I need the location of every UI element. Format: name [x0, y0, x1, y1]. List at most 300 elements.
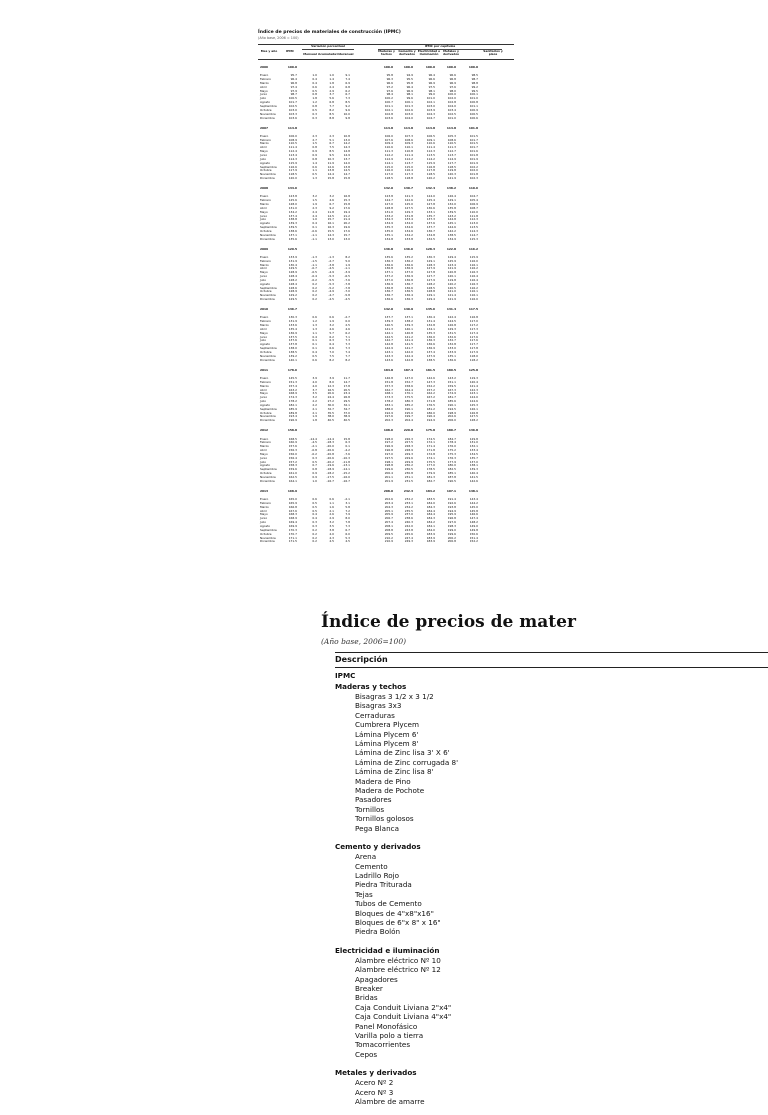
- month-label: Diciembre: [260, 478, 275, 483]
- table-cell: 189.8: [288, 410, 297, 415]
- table-cell: 125.0: [404, 202, 413, 207]
- header-acumulada: Acumulada: [318, 52, 337, 56]
- table-cell: -4.9: [328, 270, 334, 275]
- table-cell: 102.2: [469, 164, 478, 169]
- table-cell: 136.9: [404, 266, 413, 271]
- table-cell: 230.8: [404, 471, 413, 476]
- table-cell: 14.9: [343, 153, 350, 157]
- table-cell: 157.2: [426, 387, 435, 392]
- table-cell: 113.5: [469, 225, 478, 230]
- table-cell: 117.7: [469, 342, 478, 347]
- month-label: Marzo: [260, 202, 269, 207]
- table-cell: 8.2: [329, 357, 334, 362]
- month-label: Diciembre: [260, 236, 275, 241]
- table-cell: 120.0: [288, 176, 297, 181]
- table-cell: 1.8: [312, 418, 317, 423]
- table-cell: 1.9: [312, 202, 317, 207]
- statistical-table-page: [258, 30, 514, 550]
- table-cell: 235.5: [404, 508, 413, 513]
- table-cell: 137.6: [426, 221, 435, 226]
- month-label: Abril: [260, 508, 267, 513]
- table-cell: 100.1: [404, 100, 413, 105]
- month-label: Enero: [260, 133, 269, 138]
- table-cell: 14.4: [327, 172, 334, 177]
- table-cell: 198.3: [447, 523, 456, 528]
- table-cell: 184.7: [447, 436, 456, 441]
- list-item: Piedra Bolón: [355, 927, 401, 937]
- table-cell: 103.9: [426, 107, 435, 112]
- table-cell: 126.8: [447, 323, 456, 328]
- table-cell: 123.8: [384, 194, 393, 199]
- table-cell: 8.0: [329, 379, 334, 384]
- table-cell: -20.6: [326, 455, 334, 460]
- table-cell: 3.2: [329, 194, 334, 199]
- table-cell: 197.0: [384, 451, 393, 456]
- table-cell: 110.0: [469, 209, 478, 214]
- table-cell: 134.8: [426, 232, 435, 237]
- month-label: Agosto: [260, 160, 270, 165]
- year-value: 132.4: [425, 186, 435, 191]
- table-cell: -1.1: [311, 262, 317, 267]
- month-label: Junio: [260, 334, 268, 339]
- table-cell: 116.3: [469, 281, 478, 286]
- table-cell: 193.4: [288, 414, 297, 419]
- table-cell: 200.2: [447, 535, 456, 540]
- table-cell: 147.4: [469, 516, 478, 521]
- table-cell: 119.8: [447, 168, 456, 173]
- table-cell: 127.0: [384, 202, 393, 207]
- table-cell: 134.3: [384, 217, 393, 222]
- table-cell: 6.4: [329, 342, 334, 347]
- table-cell: 103.3: [288, 111, 297, 116]
- table-cell: 101.5: [469, 141, 478, 146]
- table-cell: 118.5: [384, 176, 393, 181]
- table-cell: 0.3: [312, 523, 317, 528]
- table-cell: 150.6: [469, 531, 478, 536]
- table-cell: 152.7: [404, 379, 413, 384]
- table-cell: 16.8: [343, 194, 350, 199]
- table-cell: 190.1: [404, 406, 413, 411]
- table-cell: 184.2: [426, 520, 435, 525]
- table-cell: 118.0: [469, 353, 478, 358]
- year-block: [258, 66, 514, 120]
- table-cell: 138.2: [404, 319, 413, 324]
- table-cell: 7.8: [345, 520, 350, 525]
- month-label: Enero: [260, 436, 269, 441]
- table-cell: 142.7: [384, 338, 393, 343]
- table-cell: 4.5: [345, 539, 350, 544]
- table-cell: 136.9: [384, 281, 393, 286]
- table-cell: 138.0: [288, 346, 297, 351]
- table-cell: 178.2: [288, 399, 297, 404]
- table-cell: 159.6: [288, 467, 297, 472]
- table-cell: 110.1: [404, 145, 413, 150]
- table-cell: 7.3: [345, 342, 350, 347]
- table-cell: -20.8: [326, 451, 334, 456]
- table-cell: 175.5: [404, 395, 413, 400]
- month-label: Marzo: [260, 141, 269, 146]
- table-cell: 198.8: [384, 463, 393, 468]
- table-cell: 116.2: [469, 285, 478, 290]
- month-label: Julio: [260, 338, 267, 343]
- year-label: 2006: [260, 65, 269, 69]
- month-label: Agosto: [260, 402, 270, 407]
- list-item: Tornillos: [355, 804, 385, 814]
- year-value: 136.6: [403, 246, 413, 251]
- month-label: Julio: [260, 459, 267, 464]
- table-cell: 126.4: [447, 194, 456, 199]
- table-cell: 0.4: [312, 80, 317, 85]
- table-cell: 1.3: [312, 326, 317, 331]
- list-item: Cepos: [355, 1049, 378, 1059]
- table-cell: 7.3: [345, 338, 350, 343]
- list-item: Arena: [355, 852, 377, 862]
- table-cell: 11.7: [343, 375, 350, 380]
- table-cell: 103.4: [447, 107, 456, 112]
- table-cell: 38.0: [327, 414, 334, 419]
- table-cell: 140.5: [384, 323, 393, 328]
- table-cell: 15.7: [343, 232, 350, 237]
- table-cell: 7.4: [345, 77, 350, 82]
- month-label: Junio: [260, 274, 268, 279]
- table-cell: -2.1: [311, 444, 317, 449]
- table-cell: 0.5: [312, 107, 317, 112]
- category-label: Metales y derivados: [335, 1068, 417, 1078]
- table-cell: 170.3: [288, 527, 297, 532]
- table-cell: 198.0: [384, 436, 393, 441]
- page-title: Índice de precios de mater: [321, 612, 576, 632]
- table-cell: 4.6: [345, 326, 350, 331]
- year-value: 100.0: [446, 65, 456, 69]
- table-cell: 178.4: [447, 440, 456, 445]
- table-cell: -5.3: [328, 274, 334, 279]
- table-cell: 0.2: [312, 293, 317, 298]
- header-maderas: Maderas y techos: [378, 49, 395, 57]
- table-cell: -20.2: [326, 459, 334, 464]
- table-cell: 1.1: [312, 168, 317, 173]
- table-cell: 146.6: [469, 512, 478, 517]
- table-cell: 7.5: [329, 145, 334, 150]
- table-cell: 0.6: [312, 315, 317, 320]
- table-cell: 97.5: [428, 84, 435, 89]
- table-cell: 1.5: [312, 141, 317, 146]
- table-cell: 112.2: [404, 156, 413, 161]
- table-cell: 230.5: [404, 467, 413, 472]
- table-cell: 16.5: [327, 387, 334, 392]
- table-cell: 168.1: [384, 391, 393, 396]
- table-cell: 128.3: [426, 262, 435, 267]
- table-cell: 97.6: [449, 84, 456, 89]
- table-cell: 20.5: [343, 387, 350, 392]
- list-item: Caja Conduit Liviana 4"x4": [355, 1012, 452, 1022]
- table-cell: 247.4: [404, 535, 413, 540]
- table-cell: 164.4: [404, 387, 413, 392]
- month-label: Junio: [260, 92, 268, 97]
- table-cell: 0.5: [312, 504, 317, 509]
- month-label: Abril: [260, 387, 267, 392]
- table-cell: 6.3: [345, 440, 350, 445]
- header-divider: [302, 49, 354, 50]
- table-cell: -0.2: [311, 451, 317, 456]
- header-capitulos-group: IPMC por capítulos: [424, 44, 456, 48]
- table-cell: 136.2: [404, 258, 413, 263]
- table-cell: -4.5: [344, 297, 350, 302]
- table-cell: 185.6: [447, 399, 456, 404]
- table-cell: 137.7: [426, 225, 435, 230]
- table-cell: 121.9: [447, 266, 456, 271]
- table-cell: 135.0: [384, 228, 393, 233]
- month-label: Abril: [260, 266, 267, 271]
- table-body: [258, 66, 514, 544]
- table-cell: 131.8: [404, 213, 413, 218]
- month-label: Noviembre: [260, 535, 276, 540]
- year-value: 100.0: [287, 65, 297, 69]
- month-label: Febrero: [260, 379, 271, 384]
- table-cell: -6.5: [344, 274, 350, 279]
- year-row: [258, 308, 514, 312]
- table-cell: 140.1: [288, 357, 297, 362]
- month-label: Noviembre: [260, 474, 276, 479]
- month-label: Julio: [260, 217, 267, 222]
- table-cell: 128.8: [426, 289, 435, 294]
- list-item: Lámina Plycem 8': [355, 739, 419, 749]
- table-cell: 129.1: [426, 293, 435, 298]
- table-cell: 116.4: [469, 277, 478, 282]
- table-cell: 136.9: [426, 346, 435, 351]
- year-value: 187.4: [403, 367, 413, 372]
- table-cell: 171.8: [426, 399, 435, 404]
- month-label: Abril: [260, 145, 267, 150]
- table-cell: 16.3: [327, 225, 334, 230]
- table-cell: 170.7: [288, 531, 297, 536]
- table-cell: 7.3: [345, 346, 350, 351]
- table-cell: 5.1: [329, 137, 334, 142]
- table-cell: 98.4: [386, 92, 393, 97]
- table-cell: 135.6: [288, 236, 297, 241]
- table-cell: 116.0: [469, 258, 478, 263]
- table-cell: 128.5: [426, 285, 435, 290]
- table-cell: -18.2: [326, 471, 334, 476]
- table-cell: 133.4: [469, 448, 478, 453]
- table-cell: 9.8: [345, 115, 350, 120]
- table-cell: 116.0: [469, 297, 478, 302]
- table-cell: 192.6: [447, 500, 456, 505]
- table-cell: 138.8: [288, 217, 297, 222]
- table-cell: 125.9: [447, 258, 456, 263]
- table-cell: 129.5: [288, 266, 297, 271]
- month-label: Diciembre: [260, 539, 275, 544]
- table-cell: 137.9: [426, 353, 435, 358]
- table-cell: -2.7: [328, 258, 334, 263]
- category-label: Cemento y derivados: [335, 842, 421, 852]
- table-cell: 128.2: [288, 277, 297, 282]
- table-cell: 128.2: [469, 418, 478, 423]
- month-label: Junio: [260, 213, 268, 218]
- table-cell: 129.5: [288, 297, 297, 302]
- table-cell: 194.9: [426, 418, 435, 423]
- table-cell: 209.5: [384, 531, 393, 536]
- table-cell: 103.6: [384, 115, 393, 120]
- year-value: 131.4: [446, 307, 456, 312]
- table-cell: 124.6: [469, 399, 478, 404]
- year-row: [258, 66, 514, 70]
- table-cell: 137.7: [384, 315, 393, 320]
- table-cell: 120.3: [447, 172, 456, 177]
- list-item: Acero Nº 3: [355, 1087, 394, 1097]
- table-cell: 6.3: [329, 338, 334, 343]
- table-cell: 125.6: [288, 198, 297, 203]
- month-label: Marzo: [260, 504, 269, 509]
- table-cell: 21.4: [343, 217, 350, 222]
- year-value: 198.6: [383, 428, 393, 433]
- table-cell: 181.2: [426, 406, 435, 411]
- table-cell: 169.4: [288, 520, 297, 525]
- table-cell: 136.0: [426, 334, 435, 339]
- table-cell: 100.5: [469, 111, 478, 116]
- month-label: Octubre: [260, 228, 272, 233]
- table-cell: 2.9: [329, 516, 334, 521]
- table-cell: 230.2: [404, 463, 413, 468]
- table-cell: 196.8: [384, 448, 393, 453]
- list-item: Madera de Pino: [355, 776, 411, 786]
- month-label: Octubre: [260, 289, 272, 294]
- table-cell: 181.3: [426, 474, 435, 479]
- year-value: 114.8: [287, 125, 297, 130]
- table-cell: 35.5: [327, 410, 334, 415]
- table-cell: 3.5: [312, 391, 317, 396]
- table-cell: 137.4: [288, 213, 297, 218]
- table-cell: 133.9: [447, 350, 456, 355]
- table-cell: 0.6: [312, 164, 317, 169]
- table-cell: 111.4: [288, 145, 297, 150]
- table-cell: 108.6: [404, 137, 413, 142]
- table-cell: 0.5: [312, 500, 317, 505]
- table-cell: 136.9: [404, 274, 413, 279]
- month-label: Junio: [260, 516, 268, 521]
- table-cell: 6.2: [345, 330, 350, 335]
- category-label: Electricidad e iluminación: [335, 945, 440, 955]
- category-group: [335, 842, 768, 937]
- table-cell: 127.5: [469, 414, 478, 419]
- list-item: Cerraduras: [355, 710, 395, 720]
- year-value: 197.1: [446, 488, 456, 493]
- table-cell: 142.4: [404, 353, 413, 358]
- table-cell: 0.3: [312, 111, 317, 116]
- table-cell: 163.2: [288, 387, 297, 392]
- month-label: Julio: [260, 277, 267, 282]
- table-cell: 38.9: [343, 414, 350, 419]
- table-cell: 130.6: [426, 205, 435, 210]
- table-cell: 132.1: [469, 444, 478, 449]
- table-cell: 170.1: [404, 391, 413, 396]
- table-cell: 136.7: [384, 289, 393, 294]
- table-cell: 0.8: [312, 145, 317, 150]
- table-cell: 14.7: [343, 379, 350, 384]
- table-cell: 152.2: [469, 539, 478, 544]
- table-cell: 145.1: [447, 221, 456, 226]
- table-cell: 178.5: [426, 467, 435, 472]
- table-cell: 136.8: [404, 277, 413, 282]
- table-cell: 231.1: [404, 474, 413, 479]
- table-cell: 190.5: [447, 478, 456, 483]
- column-header-descripcion: Descripción: [335, 652, 768, 668]
- table-cell: 156.4: [288, 455, 297, 460]
- table-cell: 96.9: [428, 80, 435, 85]
- table-cell: 1.4: [312, 160, 317, 165]
- table-cell: 184.0: [426, 500, 435, 505]
- table-cell: 131.5: [447, 330, 456, 335]
- table-cell: 110.8: [404, 149, 413, 154]
- table-cell: 96.6: [428, 77, 435, 82]
- table-cell: 136.5: [404, 289, 413, 294]
- table-cell: 141.5: [469, 474, 478, 479]
- table-cell: 193.8: [447, 504, 456, 509]
- table-header: [258, 44, 514, 60]
- table-cell: 114.7: [469, 232, 478, 237]
- table-cell: 115.9: [426, 160, 435, 165]
- table-cell: 0.4: [312, 516, 317, 521]
- table-cell: 206.7: [384, 516, 393, 521]
- table-cell: 165.0: [288, 497, 297, 502]
- table-cell: 113.4: [288, 153, 297, 157]
- year-value: 130.7: [403, 186, 413, 191]
- table-cell: 0.4: [312, 350, 317, 355]
- table-cell: 134.9: [447, 236, 456, 241]
- table-cell: 135.7: [426, 213, 435, 218]
- table-cell: 180.3: [404, 399, 413, 404]
- table-cell: 117.9: [288, 168, 297, 173]
- header-sanitarios: Sanitarios y pisos: [483, 49, 503, 57]
- table-cell: 101.6: [469, 149, 478, 154]
- table-cell: 102.1: [426, 100, 435, 105]
- table-cell: 101.0: [447, 115, 456, 120]
- table-cell: 109.1: [426, 137, 435, 142]
- table-cell: 0.5: [312, 172, 317, 177]
- table-cell: 121.4: [447, 293, 456, 298]
- table-cell: 136.3: [404, 297, 413, 302]
- year-label: 2009: [260, 246, 269, 251]
- month-label: Septiembre: [260, 285, 277, 290]
- table-cell: 0.6: [312, 357, 317, 362]
- list-item: Bloques de 6"x 8" x 16": [355, 917, 441, 927]
- table-cell: 100.7: [384, 100, 393, 105]
- month-label: Septiembre: [260, 103, 277, 108]
- table-cell: -18.3: [326, 440, 334, 445]
- table-cell: 2.9: [329, 88, 334, 93]
- table-cell: 117.3: [469, 326, 478, 331]
- month-label: Octubre: [260, 168, 272, 173]
- list-item: Alambre eléctrico Nº 10: [355, 955, 441, 965]
- month-label: Septiembre: [260, 467, 277, 472]
- table-cell: 151.4: [469, 535, 478, 540]
- table-cell: 100.1: [469, 92, 478, 97]
- table-cell: 137.3: [426, 217, 435, 222]
- table-cell: 191.4: [447, 497, 456, 502]
- table-cell: 101.3: [404, 103, 413, 108]
- table-cell: 2.1: [329, 508, 334, 513]
- table-cell: -5.3: [328, 281, 334, 286]
- description-page: [321, 612, 768, 1115]
- year-value: 114.8: [446, 125, 456, 130]
- table-cell: 1.9: [312, 414, 317, 419]
- table-cell: 188.0: [384, 406, 393, 411]
- table-row: [258, 540, 514, 544]
- table-cell: 205.9: [384, 512, 393, 517]
- table-cell: 195.0: [404, 410, 413, 415]
- table-cell: 13.0: [343, 137, 350, 142]
- table-cell: -16.0: [342, 474, 350, 479]
- year-value: 132.0: [383, 186, 393, 191]
